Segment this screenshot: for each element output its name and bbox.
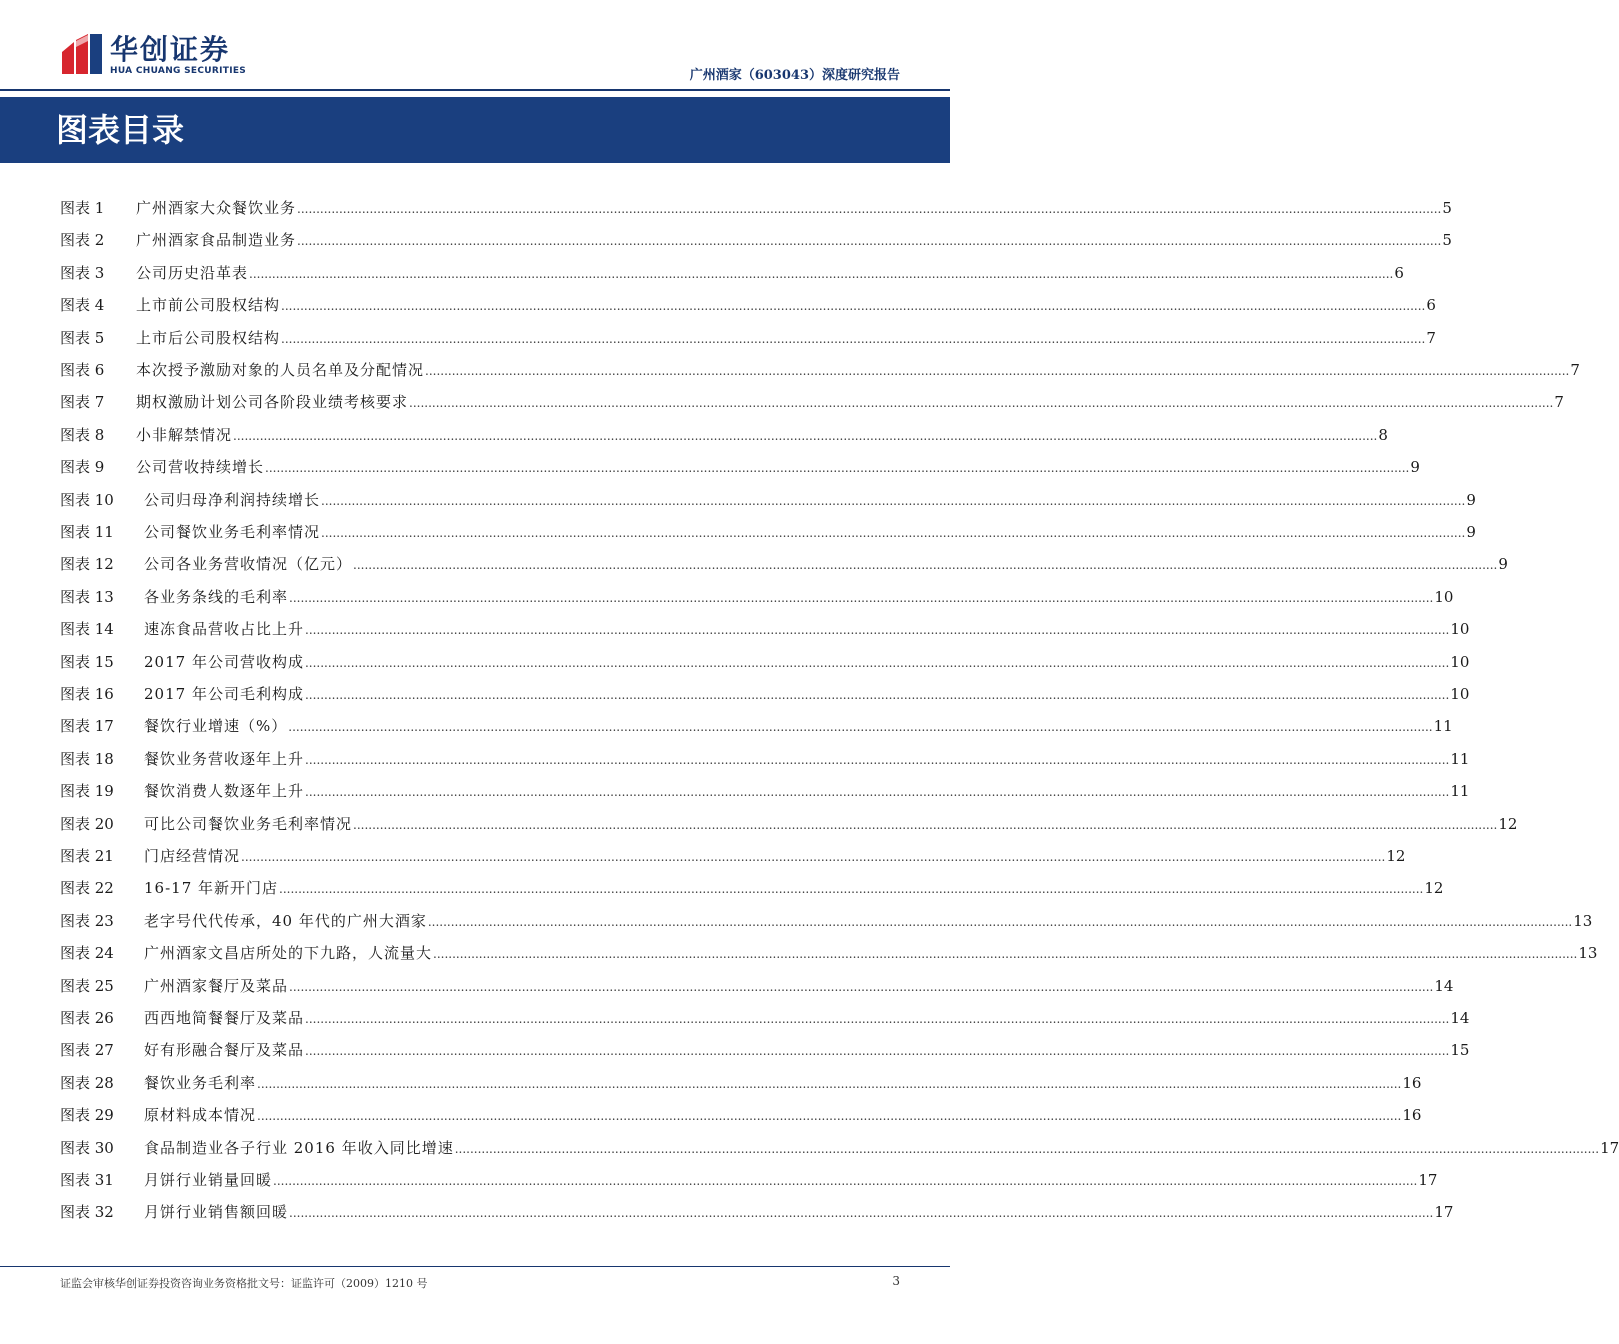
toc-entry[interactable] (60, 196, 1452, 220)
toc-leader-dots: ............................................................................................................................................................................................................................................................................................................ (297, 234, 1442, 249)
toc-entry[interactable] (60, 261, 1404, 285)
toc-entry-title: 广州酒家文昌店所处的下九路，人流量大 (144, 944, 433, 963)
toc-leader-dots: ............................................................................................................................................................................................................................................................................................................ (304, 655, 1450, 670)
toc-entry-label: 图表 5 (60, 328, 105, 347)
toc-entry-title: 本次授予激励对象的人员名单及分配情况 (136, 361, 425, 379)
toc-leader-dots: ............................................................................................................................................................................................................................................................................................................ (257, 1109, 1402, 1124)
toc-entry-page: 13 (1573, 911, 1593, 930)
toc-leader-dots: ............................................................................................................................................................................................................................................................................................................ (305, 785, 1450, 800)
toc-entry[interactable] (60, 520, 1476, 544)
toc-leader-dots: ............................................................................................................................................................................................................................................................................................................ (425, 364, 1570, 378)
toc-entry-label: 图表 2 (60, 231, 105, 250)
toc-entry-page: 14 (1434, 976, 1454, 995)
toc-leader-dots: ............................................................................................................................................................................................................................................................................................................ (249, 266, 1394, 281)
toc-entry-page: 17 (1434, 1203, 1454, 1222)
toc-entry-label: 图表 28 (60, 1073, 114, 1092)
toc-entry[interactable] (60, 779, 1470, 803)
toc-leader-dots: ............................................................................................................................................................................................................................................................................................................ (353, 558, 1498, 573)
huachuang-logo-icon (60, 34, 104, 76)
toc-leader-dots: ............................................................................................................................................................................................................................................................................................................ (279, 882, 1424, 897)
toc-entry[interactable] (60, 1103, 1422, 1127)
toc-entry-page: 11 (1450, 749, 1470, 768)
toc-entry-label: 图表 11 (60, 523, 114, 541)
toc-leader-dots: ............................................................................................................................................................................................................................................................................................................ (289, 1206, 1434, 1221)
toc-entry[interactable] (60, 1136, 1619, 1160)
toc-entry-label: 图表 22 (60, 879, 114, 898)
toc-entry-label: 图表 18 (60, 749, 114, 768)
toc-entry-title: 广州酒家食品制造业务 (136, 231, 297, 250)
toc-entry-title: 食品制造业各子行业 2016 年收入同比增速 (144, 1138, 454, 1157)
toc-entry-label: 图表 29 (60, 1106, 114, 1125)
toc-entry-page: 7 (1426, 328, 1436, 347)
toc-entry-title: 餐饮消费人数逐年上升 (144, 782, 305, 801)
toc-leader-dots: ............................................................................................................................................................................................................................................................................................................ (281, 299, 1426, 314)
toc-entry-label: 图表 32 (60, 1203, 114, 1222)
toc-entry-title: 2017 年公司毛利构成 (144, 685, 304, 703)
toc-entry-title: 16-17 年新开门店 (144, 879, 279, 898)
toc-entry[interactable] (60, 585, 1454, 609)
toc-leader-dots: ............................................................................................................................................................................................................................................................................................................ (454, 1141, 1600, 1156)
toc-entry-title: 可比公司餐饮业务毛利率情况 (144, 814, 353, 833)
toc-entry-title: 公司各业务营收情况（亿元） (144, 555, 353, 574)
toc-entry-title: 上市后公司股权结构 (136, 328, 281, 347)
page-header (0, 0, 950, 96)
toc-entry-page: 7 (1554, 393, 1564, 412)
toc-entry-title: 月饼行业销售额回暖 (144, 1203, 289, 1222)
company-name-cn: 华创证券 (110, 33, 231, 66)
toc-entry-label: 图表 26 (60, 1009, 114, 1027)
toc-leader-dots: ............................................................................................................................................................................................................................................................................................................ (297, 202, 1442, 216)
toc-leader-dots: ............................................................................................................................................................................................................................................................................................................ (281, 331, 1426, 346)
toc-leader-dots: ............................................................................................................................................................................................................................................................................................................ (257, 1076, 1402, 1091)
toc-entry-label: 图表 6 (60, 361, 105, 379)
toc-entry-label: 图表 27 (60, 1041, 114, 1060)
toc-entry-title: 西西地简餐餐厅及菜品 (144, 1009, 305, 1027)
toc-entry-page: 9 (1466, 523, 1476, 541)
toc-entry-title: 上市前公司股权结构 (136, 296, 281, 315)
toc-entry-label: 图表 13 (60, 587, 114, 606)
toc-entry[interactable] (60, 714, 1453, 738)
toc-entry-title: 速冻食品营收占比上升 (144, 620, 305, 639)
toc-entry-page: 6 (1394, 263, 1404, 282)
toc-entry[interactable] (60, 682, 1470, 706)
toc-entry[interactable] (60, 650, 1470, 674)
toc-entry-page: 16 (1402, 1106, 1422, 1125)
toc-entry[interactable] (60, 617, 1470, 641)
toc-entry-title: 公司营收持续增长 (136, 458, 265, 477)
toc-leader-dots: ............................................................................................................................................................................................................................................................................................................ (321, 493, 1466, 508)
toc-leader-dots: ............................................................................................................................................................................................................................................................................................................ (288, 720, 1433, 735)
toc-entry[interactable] (60, 941, 1598, 965)
toc-entry-label: 图表 14 (60, 620, 114, 639)
toc-entry[interactable] (60, 326, 1436, 350)
toc-leader-dots: ............................................................................................................................................................................................................................................................................................................ (427, 914, 1573, 929)
toc-entry-page: 8 (1378, 425, 1388, 444)
toc-entry-title: 门店经营情况 (144, 847, 241, 865)
toc-leader-dots: ............................................................................................................................................................................................................................................................................................................ (305, 623, 1450, 638)
toc-entry-label: 图表 3 (60, 263, 105, 282)
toc-entry-label: 图表 30 (60, 1138, 114, 1157)
toc-entry-label: 图表 7 (60, 393, 105, 412)
toc-leader-dots: ............................................................................................................................................................................................................................................................................................................ (353, 817, 1498, 832)
toc-entry[interactable] (60, 552, 1508, 576)
toc-leader-dots: ............................................................................................................................................................................................................................................................................................................ (305, 1012, 1450, 1026)
toc-entry[interactable] (60, 423, 1388, 447)
toc-entry-page: 12 (1424, 879, 1444, 898)
toc-leader-dots: ............................................................................................................................................................................................................................................................................................................ (289, 590, 1434, 605)
toc-entry-page: 5 (1442, 231, 1452, 250)
toc-entry-label: 图表 20 (60, 814, 114, 833)
company-name-en: HUA CHUANG SECURITIES (110, 66, 247, 76)
toc-entry-label: 图表 9 (60, 458, 105, 477)
toc-entry-page: 12 (1498, 814, 1518, 833)
toc-entry-title: 公司餐饮业务毛利率情况 (144, 523, 321, 541)
toc-entry-title: 好有形融合餐厅及菜品 (144, 1041, 305, 1060)
toc-leader-dots: ............................................................................................................................................................................................................................................................................................................ (273, 1174, 1418, 1188)
toc-entry-page: 10 (1434, 587, 1454, 606)
toc-entry-title: 小非解禁情况 (136, 425, 233, 444)
toc-entry-title: 餐饮行业增速（%） (144, 717, 288, 736)
footer-divider (0, 1266, 950, 1267)
toc-entry-page: 15 (1450, 1041, 1470, 1060)
toc-leader-dots: ............................................................................................................................................................................................................................................................................................................ (304, 688, 1450, 702)
toc-entry-title: 广州酒家餐厅及菜品 (144, 976, 289, 995)
toc-entry-label: 图表 15 (60, 652, 114, 671)
toc-entry[interactable] (60, 974, 1454, 998)
toc-entry[interactable] (60, 909, 1593, 933)
toc-entry-page: 16 (1402, 1073, 1422, 1092)
toc-entry-label: 图表 19 (60, 782, 114, 801)
toc-entry[interactable] (60, 390, 1564, 414)
toc-entry-title: 广州酒家大众餐饮业务 (136, 199, 297, 217)
toc-entry-title: 月饼行业销量回暖 (144, 1171, 273, 1189)
toc-entry[interactable] (60, 812, 1518, 836)
toc-entry[interactable] (60, 747, 1470, 771)
toc-leader-dots: ............................................................................................................................................................................................................................................................................................................ (233, 428, 1378, 443)
toc-leader-dots: ............................................................................................................................................................................................................................................................................................................ (289, 979, 1434, 994)
header-divider (0, 89, 950, 91)
toc-entry-page: 5 (1442, 199, 1452, 217)
toc-entry-title: 餐饮业务毛利率 (144, 1073, 257, 1092)
toc-entry-label: 图表 10 (60, 490, 114, 509)
toc-entry-title: 2017 年公司营收构成 (144, 652, 304, 671)
toc-entry-label: 图表 23 (60, 911, 114, 930)
toc-entry-label: 图表 4 (60, 296, 105, 315)
toc-entry-page: 9 (1410, 458, 1420, 477)
toc-entry-page: 11 (1433, 717, 1453, 736)
toc-entry-page: 10 (1450, 685, 1470, 703)
toc-entry-title: 期权激励计划公司各阶段业绩考核要求 (136, 393, 409, 412)
toc-entry-label: 图表 12 (60, 555, 114, 574)
toc-entry-page: 10 (1450, 652, 1470, 671)
toc-entry-title: 原材料成本情况 (144, 1106, 257, 1125)
toc-entry-title: 公司历史沿革表 (136, 263, 249, 282)
toc-entry-label: 图表 16 (60, 685, 114, 703)
toc-entry-title: 公司归母净利润持续增长 (144, 490, 321, 509)
toc-entry[interactable] (60, 1038, 1470, 1062)
toc-leader-dots: ............................................................................................................................................................................................................................................................................................................ (265, 461, 1410, 476)
toc-leader-dots: ............................................................................................................................................................................................................................................................................................................ (241, 850, 1386, 864)
toc-entry[interactable] (60, 1168, 1438, 1192)
toc-leader-dots: ............................................................................................................................................................................................................................................................................................................ (409, 396, 1554, 411)
toc-entry[interactable] (60, 1071, 1422, 1095)
toc-entry-label: 图表 24 (60, 944, 114, 963)
toc-entry[interactable] (60, 844, 1406, 868)
toc-entry-label: 图表 25 (60, 976, 114, 995)
toc-entry-page: 14 (1450, 1009, 1470, 1027)
toc-entry-title: 餐饮业务营收逐年上升 (144, 749, 305, 768)
toc-entry[interactable] (60, 1006, 1470, 1030)
toc-entry[interactable] (60, 293, 1436, 317)
toc-entry-title: 老字号代代传承，40 年代的广州大酒家 (144, 911, 427, 930)
footer-disclaimer: 证监会审核华创证券投资咨询业务资格批文号：证监许可（2009）1210 号 (60, 1277, 428, 1290)
toc-leader-dots: ............................................................................................................................................................................................................................................................................................................ (305, 752, 1450, 767)
toc-entry-page: 12 (1386, 847, 1406, 865)
section-banner (0, 97, 950, 163)
toc-entry[interactable] (60, 876, 1444, 900)
toc-entry-page: 17 (1600, 1138, 1619, 1157)
toc-entry-label: 图表 8 (60, 425, 105, 444)
toc-entry-page: 6 (1426, 296, 1436, 315)
toc-entry[interactable] (60, 455, 1420, 479)
toc-entry-label: 图表 21 (60, 847, 114, 865)
toc-leader-dots: ............................................................................................................................................................................................................................................................................................................ (321, 526, 1466, 540)
toc-entry-page: 10 (1450, 620, 1470, 639)
section-title: 图表目录 (56, 111, 185, 149)
toc-leader-dots: ............................................................................................................................................................................................................................................................................................................ (305, 1044, 1450, 1059)
toc-entry-label: 图表 31 (60, 1171, 114, 1189)
toc-entry-label: 图表 1 (60, 199, 105, 217)
toc-entry-page: 11 (1450, 782, 1470, 801)
toc-entry-label: 图表 17 (60, 717, 114, 736)
toc-entry-page: 9 (1498, 555, 1508, 574)
report-title: 广州酒家（603043）深度研究报告 (689, 68, 900, 83)
toc-entry[interactable] (60, 488, 1476, 512)
toc-entry-page: 9 (1466, 490, 1476, 509)
toc-entry[interactable] (60, 1200, 1454, 1224)
page-number: 3 (892, 1274, 900, 1288)
toc-entry[interactable] (60, 228, 1452, 252)
toc-entry-title: 各业务条线的毛利率 (144, 587, 289, 606)
toc-entry-page: 17 (1418, 1171, 1438, 1189)
toc-entry[interactable] (60, 358, 1580, 382)
toc-leader-dots: ............................................................................................................................................................................................................................................................................................................ (433, 947, 1578, 962)
toc-entry-page: 7 (1570, 361, 1580, 379)
toc-entry-page: 13 (1578, 944, 1598, 963)
